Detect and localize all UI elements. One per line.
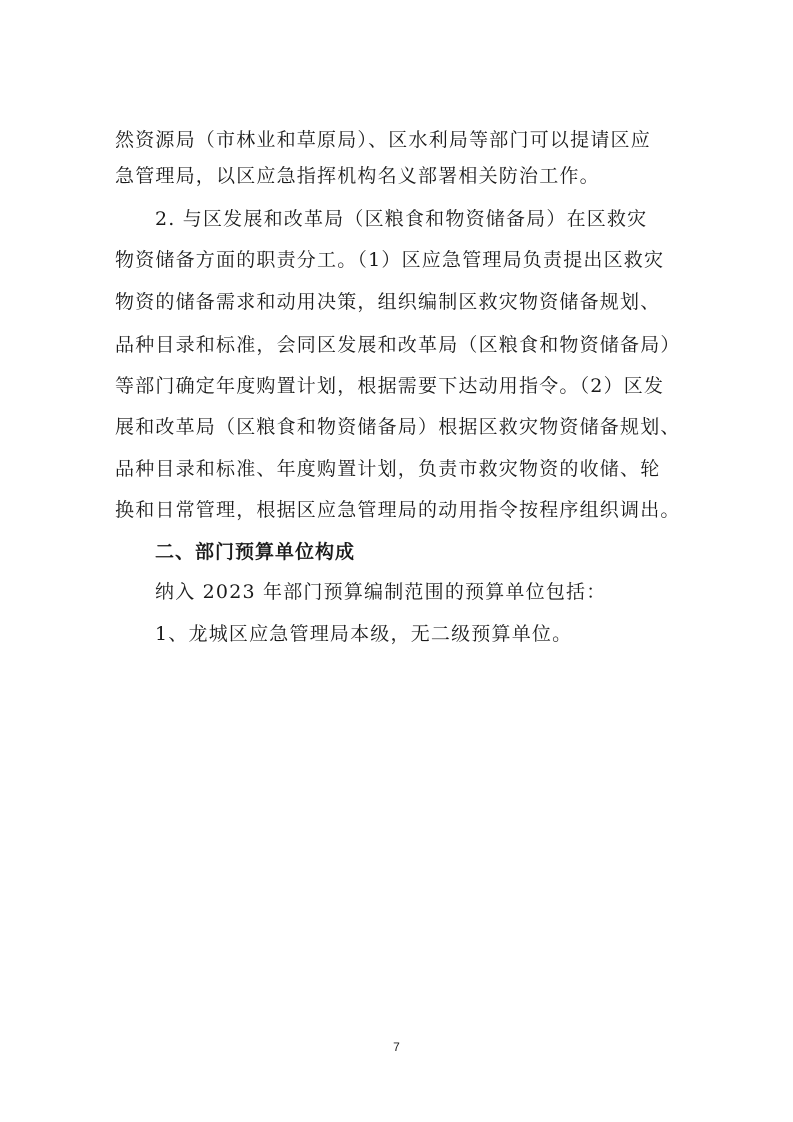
page-number: 7 — [393, 1040, 400, 1054]
section-line: 1、龙城区应急管理局本级，无二级预算单位。 — [155, 623, 573, 645]
section-line: 纳入 2023 年部门预算编制范围的预算单位包括： — [155, 581, 607, 603]
paragraph-line: 等部门确定年度购置计划，根据需要下达动用指令。（2）区发 — [115, 375, 665, 397]
paragraph-line: 品种目录和标准、年度购置计划，负责市救灾物资的收储、轮 — [115, 458, 661, 480]
paragraph-line: 然资源局（市林业和草原局）、区水利局等部门可以提请区应 — [115, 129, 651, 151]
paragraph-line: 物资的储备需求和动用决策，组织编制区救灾物资储备规划、 — [115, 291, 661, 313]
paragraph-line: 展和改革局（区粮食和物资储备局）根据区救灾物资储备规划、 — [115, 416, 681, 438]
paragraph-line: 急管理局，以区应急指挥机构名义部署相关防治工作。 — [115, 165, 600, 187]
paragraph-line: 2. 与区发展和改革局（区粮食和物资储备局）在区救灾 — [155, 208, 648, 230]
paragraph-line: 换和日常管理，根据区应急管理局的动用指令按程序组织调出。 — [115, 499, 681, 521]
section-heading: 二、部门预算单位构成 — [155, 541, 356, 563]
paragraph-line: 品种目录和标准，会同区发展和改革局（区粮食和物资储备局） — [115, 334, 681, 356]
paragraph-line: 物资储备方面的职责分工。（1）区应急管理局负责提出区救灾 — [115, 249, 665, 271]
